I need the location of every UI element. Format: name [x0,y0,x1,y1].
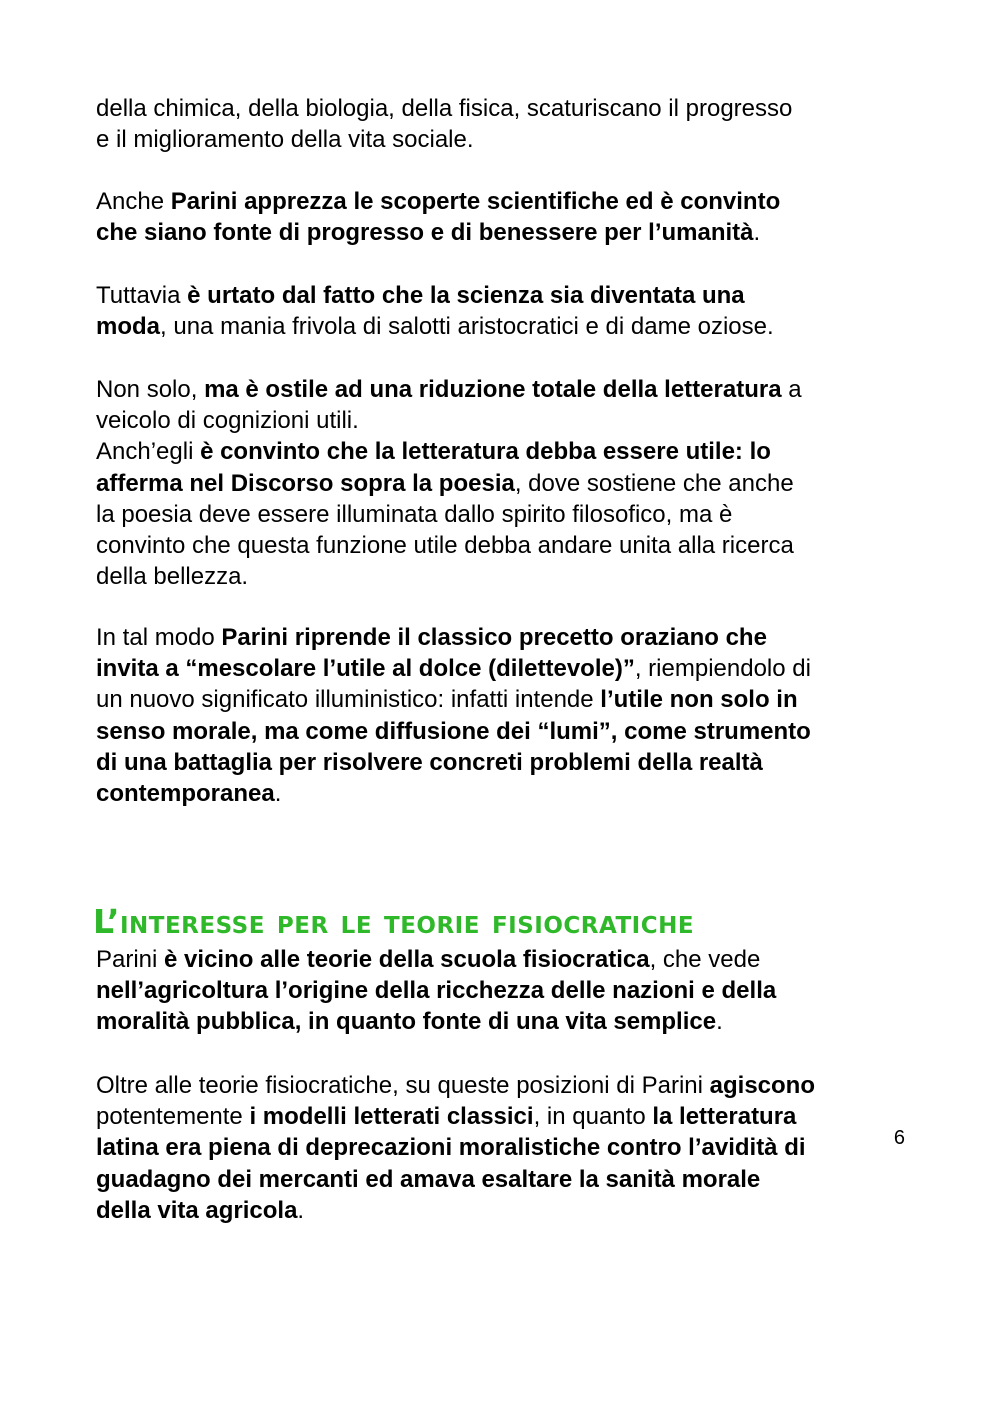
text-line: latina era piena di deprecazioni moralistiche contro l’avidità di [96,1134,806,1162]
section-heading: L’interesse per le teorie fisiocratiche [93,902,695,941]
paragraph-literature-utility [96,374,916,592]
text-line: senso morale, ma come diffusione dei “lumi”, come strumento [96,717,811,745]
text-line: che siano fonte di progresso e di benessere per l’umanità. [96,219,761,247]
text-line: la poesia deve essere illuminata dallo spirito filosofico, ma è [96,500,733,528]
text-line: invita a “mescolare l’utile al dolce (dilettevole)”, riempiendolo di [96,655,811,683]
text-line: della chimica, della biologia, della fisica, scaturiscano il progresso [96,95,793,122]
text-line: Tuttavia è urtato dal fatto che la scienza sia diventata una [96,282,745,309]
paragraph-parini-scientific-discoveries [96,186,916,248]
text-line: potentemente i modelli letterati classici, in quanto la letteratura [96,1103,797,1131]
text-line: nell’agricoltura l’origine della ricchezza delle nazioni e della [96,977,777,1005]
text-line: Oltre alle teorie fisiocratiche, su queste posizioni di Parini agiscono [96,1072,815,1099]
text-line: veicolo di cognizioni utili. [96,407,359,435]
paragraph-physiocratic-school [96,944,916,1038]
text-line: afferma nel Discorso sopra la poesia, dove sostiene che anche [96,469,794,497]
text-line: di una battaglia per risolvere concreti problemi della realtà [96,748,763,776]
text-line: moda, una mania frivola di salotti aristocratici e di dame oziose. [96,313,774,341]
page-number: 6 [893,1127,905,1149]
text-line: contemporanea. [96,779,282,807]
text-line: In tal modo Parini riprende il classico precetto oraziano che [96,624,767,651]
text-line: Anch’egli è convinto che la letteratura debba essere utile: lo [96,438,771,466]
text-line: guadagno dei mercanti ed amava esaltare la sanità morale [96,1165,761,1193]
text-line: convinto che questa funzione utile debba andare unita alla ricerca [96,531,794,559]
text-line: della vita agricola. [96,1196,305,1224]
paragraph-classical-models [96,1070,916,1226]
paragraph-science-progress [96,93,916,155]
text-line: un nuovo significato illuministico: infatti intende l’utile non solo in [96,686,798,714]
text-line: e il miglioramento della vita sociale. [96,126,474,154]
paragraph-science-fashion [96,280,916,342]
text-line: della bellezza. [96,563,249,591]
text-line: Non solo, ma è ostile ad una riduzione totale della letteratura a [96,376,802,403]
text-line: Parini è vicino alle teorie della scuola fisiocratica, che vede [96,946,761,973]
paragraph-horatian-precept [96,622,916,809]
text-line: moralità pubblica, in quanto fonte di una vita semplice. [96,1008,723,1036]
text-line: Anche Parini apprezza le scoperte scientifiche ed è convinto [96,188,781,215]
